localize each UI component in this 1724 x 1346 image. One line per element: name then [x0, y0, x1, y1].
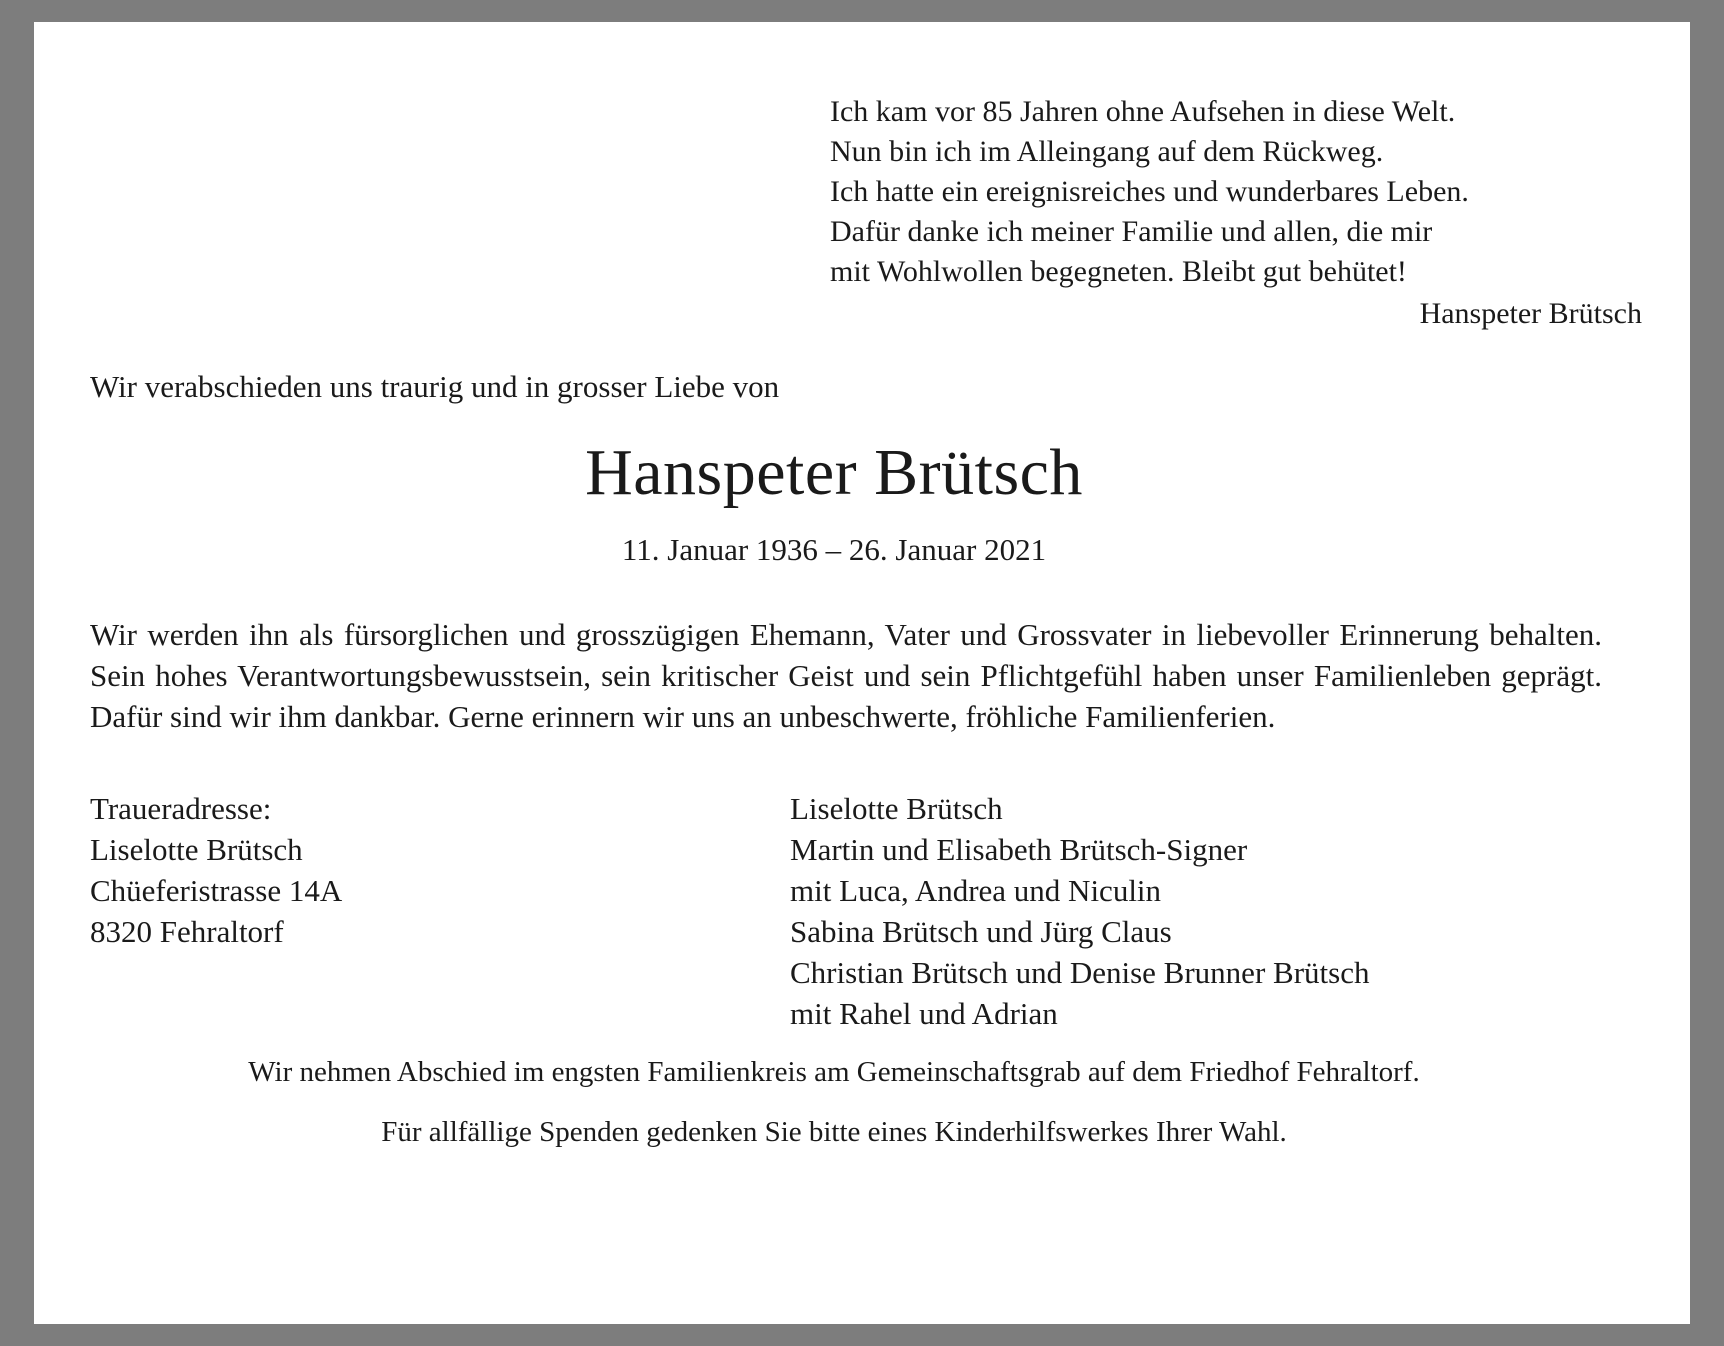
obituary-content [34, 22, 1690, 1324]
mourning-address-line-3: 8320 Fehraltorf [90, 914, 284, 949]
family-member-5: Christian Brütsch und Denise Brunner Brütsch [790, 955, 1370, 990]
mourning-address-line-2: Chüeferistrasse 14A [90, 873, 343, 908]
obituary-page [34, 22, 1690, 1324]
mourning-address [90, 788, 730, 952]
footer-block [34, 1052, 1634, 1152]
quote-line-4: Dafür danke ich meiner Familie und allen, die mir [830, 215, 1433, 248]
intro-text: Wir verabschieden uns traurig und in grosser Liebe von [90, 369, 780, 404]
family-member-4: Sabina Brütsch und Jürg Claus [790, 914, 1172, 949]
deceased-dates: 11. Januar 1936 – 26. Januar 2021 [621, 532, 1047, 567]
memorial-text [90, 614, 1602, 737]
family-member-6: mit Rahel und Adrian [790, 996, 1058, 1031]
family-member-2: Martin und Elisabeth Brütsch-Signer [790, 832, 1248, 867]
quote-line-1: Ich kam vor 85 Jahren ohne Aufsehen in diese Welt. [830, 95, 1456, 128]
family-member-1: Liselotte Brütsch [790, 791, 1003, 826]
family-list [790, 788, 1600, 1034]
family-member-3: mit Luca, Andrea und Niculin [790, 873, 1162, 908]
quote-signature: Hanspeter Brütsch [1419, 297, 1642, 330]
donation-note: Für allfällige Spenden gedenken Sie bitte eines Kinderhilfswerkes Ihrer Wahl. [381, 1116, 1287, 1148]
quote-line-2: Nun bin ich im Alleingang auf dem Rückweg. [830, 135, 1384, 168]
quote-block [830, 92, 1650, 334]
quote-line-5: mit Wohlwollen begegneten. Bleibt gut behütet! [830, 255, 1407, 288]
mourning-address-line-1: Liselotte Brütsch [90, 832, 303, 867]
funeral-note: Wir nehmen Abschied im engsten Familienkreis am Gemeinschaftsgrab auf dem Friedhof Fehraltorf. [248, 1056, 1420, 1088]
mourning-address-label: Traueradresse: [90, 791, 272, 826]
deceased-name: Hanspeter Brütsch [585, 436, 1083, 509]
quote-line-3: Ich hatte ein ereignisreiches und wunderbares Leben. [830, 175, 1469, 208]
memorial-paragraph: Wir werden ihn als fürsorglichen und grosszügigen Ehemann, Vater und Grossvater in liebevoller Erinnerung behalten. Sein hohes Verantwortungsbewusstsein, sein kritischer Geist und sein Pflichtgefühl haben unser Familienleben geprägt. Dafür sind wir ihm dankbar. Gerne erinnern wir uns an unbeschwerte, fröhliche Familienferien. [90, 617, 1602, 734]
